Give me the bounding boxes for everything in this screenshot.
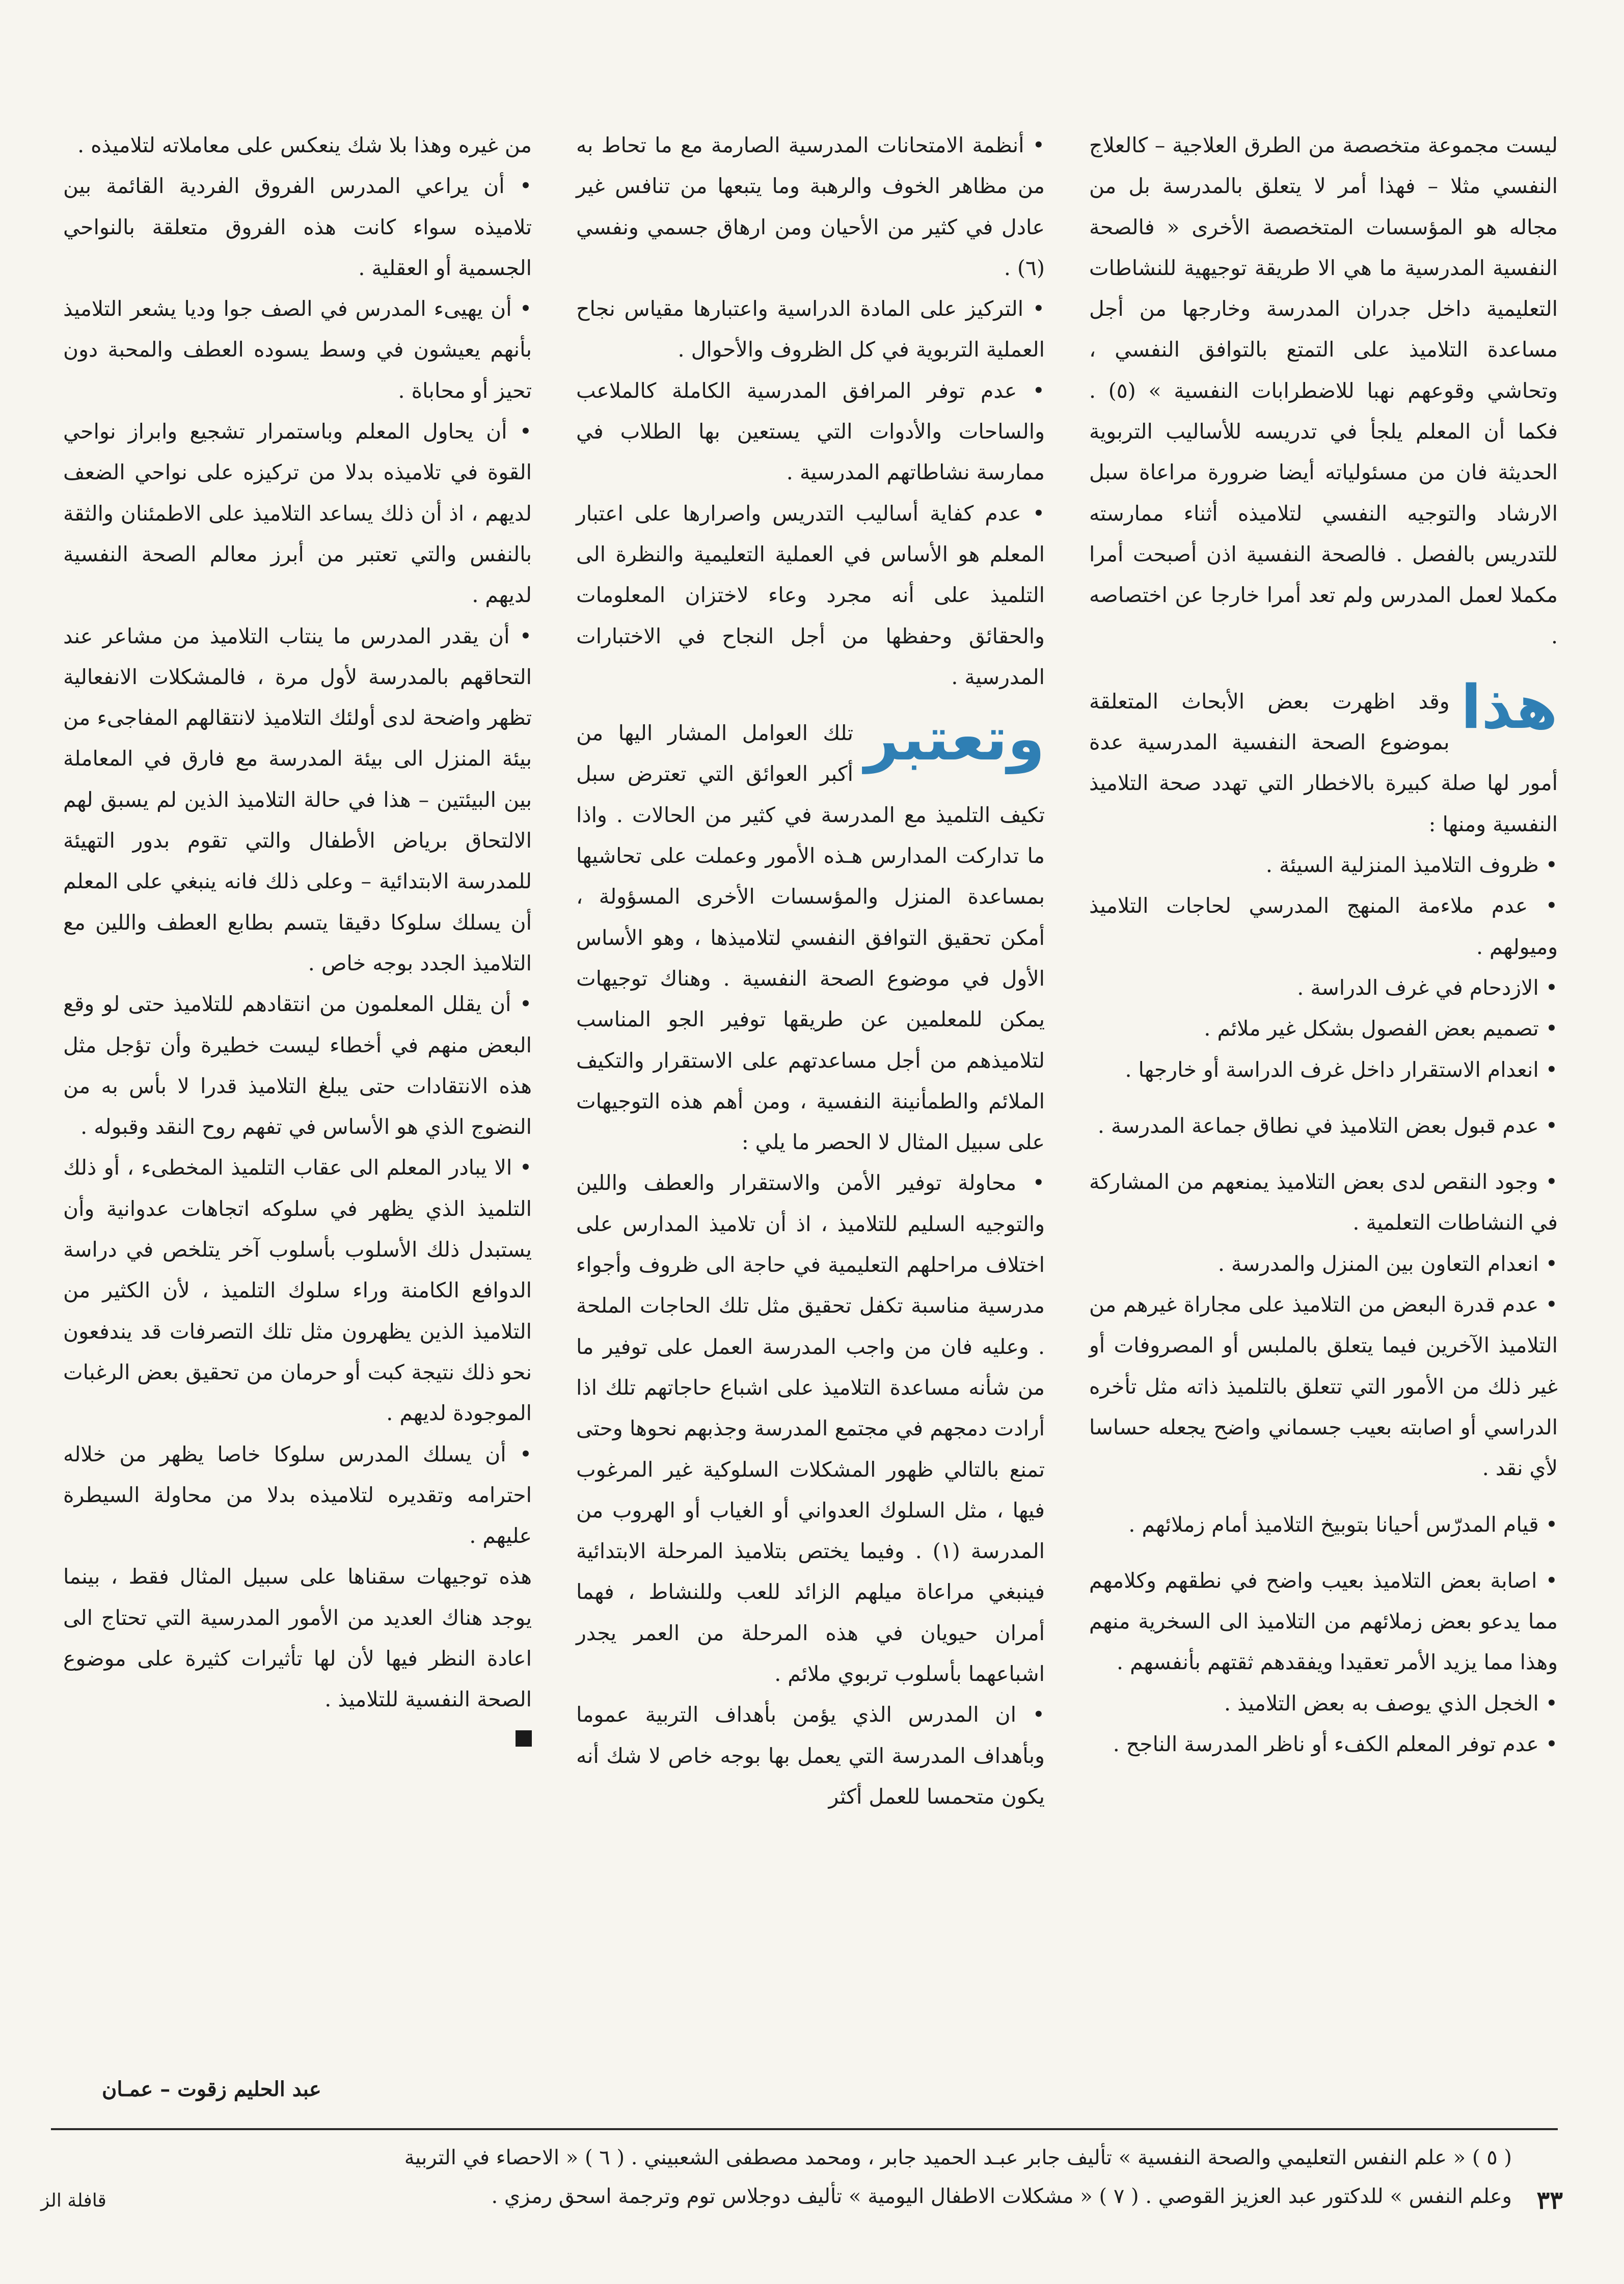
column-left [63,125,532,1747]
dropcap: هذا [1460,671,1558,742]
list-item: • عدم قبول بعض التلاميذ في نطاق جماعة المدرسة . [1097,1113,1558,1138]
paragraph: ليست مجموعة متخصصة من الطرق العلاجية – كالعلاج النفسي مثلا – فهذا أمر لا يتعلق بالمدرسة بل من مجاله هو المؤسسات المتخصصة الأخرى « فالصحة النفسية المدرسية ما هي الا طريقة توجيهية للنشاطات التعليمية داخل جدران المدرسة وخارجها من أجل مساعدة التلاميذ على التمتع بالتوافق النفسي ، وتحاشي وقوعهم نهبا للاضطرابات النفسية » (٥) . فكما أن المعلم يلجأ في تدريسه للأساليب التربوية الحديثة فان من مسئولياته أيضا ضرورة مراعاة سبل الارشاد والتوجيه النفسي لتلاميذه أثناء ممارسته للتدريس بالفصل . فالصحة النفسية اذن أصبحت أمرا مكملا لعمل المدرس ولم تعد أمرا خارجا عن اختصاصه . [1089,133,1558,648]
list-item: • أن يقلل المعلمون من انتقادهم للتلاميذ حتى لو وقع البعض منهم في أخطاء ليست خطيرة وأن تؤجل مثل هذه الانتقادات حتى يبلغ التلاميذ قدرا لا بأس به من النضوج الذي هو الأساس في تفهم روح النقد وقبوله . [63,992,532,1139]
author-signature: عبد الحليم زقوت – عمـان [102,2077,321,2101]
list-item: • عدم ملاءمة المنهج المدرسي لحاجات التلاميذ وميولهم . [1089,893,1558,959]
list-item: • أنظمة الامتحانات المدرسية الصارمة مع ما تحاط به من مظاهر الخوف والرهبة وما يتبعها من تنافس غير عادل في كثير من الأحيان ومن ارهاق جسمي ونفسي (٦) . [576,133,1045,280]
list-item: • عدم قدرة البعض من التلاميذ على مجاراة غيرهم من التلاميذ الآخرين فيما يتعلق بالملبس أو المصروفات أو غير ذلك من الأمور التي تتعلق بالتلميذ ذاته مثل تأخره الدراسي أو اصابته بعيب جسماني واضح يجعله حساسا لأي نقد . [1089,1292,1558,1481]
list-item: • عدم توفر المرافق المدرسية الكاملة كالملاعب والساحات والأدوات التي يستعين بها الطلاب في ممارسة نشاطاتهم المدرسية . [576,378,1045,485]
list-item: • الا يبادر المعلم الى عقاب التلميذ المخطىء ، أو ذلك التلميذ الذي يظهر في سلوكه اتجاهات عدوانية وأن يستبدل ذلك الأسلوب بأسلوب آخر يتلخص في دراسة الدوافع الكامنة وراء سلوك التلميذ ، لأن الكثير من التلاميذ الذين يظهرون مثل تلك التصرفات قد يندفعون نحو ذلك نتيجة كبت أو حرمان من تحقيق بعض الرغبات الموجودة لديهم . [63,1155,532,1426]
running-head: قافلة الز [41,2190,106,2211]
page-number: ٣٣ [1536,2186,1563,2215]
list-item: • عدم كفاية أساليب التدريس واصرارها على اعتبار المعلم هو الأساس في العملية التعليمية والنظرة الى التلميذ على أنه مجرد وعاء لاختزان المعلومات والحقائق وحفظها من أجل النجاح في الاختبارات المدرسية . [576,501,1045,689]
list-item: • الازدحام في غرف الدراسة . [1297,975,1558,1000]
list-item: • أن يراعي المدرس الفروق الفردية القائمة بين تلاميذه سواء كانت هذه الفروق متعلقة بالنواحي الجسمية أو العقلية . [63,174,532,280]
list-item: • اصابة بعض التلاميذ بعيب واضح في نطقهم وكلامهم مما يدعو بعض زملائهم من التلاميذ الى السخرية منهم وهذا مما يزيد الأمر تعقيدا ويفقدهم ثقتهم بأنفسهم . [1089,1568,1558,1675]
list-item: • انعدام الاستقرار داخل غرف الدراسة أو خارجها . [1125,1057,1558,1082]
column-right [1089,125,1558,1764]
paragraph: من غيره وهذا بلا شك ينعكس على معاملاته لتلاميذه . [77,133,532,157]
list-item: • أن يقدر المدرس ما ينتاب التلاميذ من مشاعر عند التحاقهم بالمدرسة لأول مرة ، فالمشكلات الانفعالية تظهر واضحة لدى أولئك التلاميذ لانتقالهم المفاجىء من بيئة المنزل الى بيئة المدرسة مع فارق في المعاملة بين البيئتين – هذا في حالة التلاميذ الذين لم يسبق لهم الالتحاق برياض الأطفال والتي تقوم بدور التهيئة للمدرسة الابتدائية – وعلى ذلك فانه ينبغي على المعلم أن يسلك سلوكا دقيقا يتسم بطابع العطف واللين مع التلاميذ الجدد بوجه خاص . [63,623,532,975]
end-mark [516,1730,532,1747]
list-item: • عدم توفر المعلم الكفء أو ناظر المدرسة الناجح . [1113,1731,1558,1756]
list-item: • أن يسلك المدرس سلوكا خاصا يظهر من خلاله احترامه وتقديره لتلاميذه بدلا من محاولة السيطرة عليهم . [63,1442,532,1548]
list-item: • أن يهيىء المدرس في الصف جوا وديا يشعر التلاميذ بأنهم يعيشون في وسط يسوده العطف والمحبة دون تحيز أو محاباة . [63,296,532,403]
dropcap: وتعتبر [864,703,1045,774]
list-item: • قيام المدرّس أحيانا بتوبيخ التلاميذ أمام زملائهم . [1128,1512,1558,1537]
list-item: • ان المدرس الذي يؤمن بأهداف التربية عموما وبأهداف المدرسة التي يعمل بها بوجه خاص لا شك أنه يكون متحمسا للعمل أكثر [576,1702,1045,1809]
list-item: • ظروف التلاميذ المنزلية السيئة . [1265,853,1558,878]
list-item: • تصميم بعض الفصول بشكل غير ملائم . [1204,1016,1558,1041]
footnote-divider [51,2128,1558,2130]
list-item: • التركيز على المادة الدراسية واعتبارها مقياس نجاح العملية التربوية في كل الظروف والأحوال . [576,296,1045,362]
list-item: • وجود النقص لدى بعض التلاميذ يمنعهم من المشاركة في النشاطات التعلمية . [1089,1170,1558,1235]
column-middle [576,125,1045,1817]
paragraph: هذا وقد اظهرت بعض الأبحاث المتعلقة بموضوع الصحة النفسية المدرسية عدة أمور لها صلة كبيرة بالاخطار التي تهدد صحة التلاميذ النفسية ومنها : [1089,671,1558,836]
footnote-line: وعلم النفس » للدكتور عبد العزيز القوصي . ( ٧ ) « مشكلات الاطفال اليومية » تأليف دوجلاس توم وترجمة اسحق رمزي . [491,2185,1512,2208]
paragraph: وتعتبر تلك العوامل المشار اليها من أكبر العوائق التي تعترض سبل تكيف التلميذ مع المدرسة في كثير من الحالات . واذا ما تداركت المدارس هـذه الأمور وعملت على تحاشيها بمساعدة المنزل والمؤسسات الأخرى المسؤولة ، أمكن تحقيق التوافق النفسي لتلاميذها ، وهو الأساس الأول في موضوع الصحة النفسية . وهناك توجيهات يمكن للمعلمين عن طريقها توفير الجو المناسب لتلاميذهم من أجل مساعدتهم على الاستقرار والتكيف الملائم والطمأنينة النفسية ، ومن أهم هذه التوجيهات على سبيل المثال لا الحصر ما يلي : [576,703,1045,1155]
paragraph: هذه توجيهات سقناها على سبيل المثال فقط ، بينما يوجد هناك العديد من الأمور المدرسية التي تحتاج الى اعادة النظر فيها لأن لها تأثيرات كثيرة على موضوع الصحة النفسية للتلاميذ . [63,1564,532,1712]
list-item: • الخجل الذي يوصف به بعض التلاميذ . [1224,1691,1558,1716]
footnote-line: ( ٥ ) « علم النفس التعليمي والصحة النفسية » تأليف جابر عبـد الحميد جابر ، ومحمد مصطفى الشعبيني . ( ٦ ) « الاحصاء في التربية [404,2146,1512,2169]
list-item: • محاولة توفير الأمن والاستقرار والعطف واللين والتوجيه السليم للتلاميذ ، اذ أن تلاميذ المدارس على اختلاف مراحلهم التعليمية في حاجة الى ظروف وأجواء مدرسية مناسبة تكفل تحقيق مثل تلك الحاجات الملحة . وعليه فان من واجب المدرسة العمل على توفير ما من شأنه مساعدة التلاميذ على اشباع حاجاتهم تلك اذا أرادت دمجهم في مجتمع المدرسة وجذبهم نحوها وحتى تمنع بالتالي ظهور المشكلات السلوكية غير المرغوب فيها ، مثل السلوك العدواني أو الغياب أو الهروب من المدرسة (١) . وفيما يختص بتلاميذ المرحلة الابتدائية فينبغي مراعاة ميلهم الزائد للعب وللنشاط ، فهما أمران حيويان في هذه المرحلة من العمر يجدر اشباعهما بأسلوب تربوي ملائم . [576,1171,1045,1686]
list-item: • أن يحاول المعلم وباستمرار تشجيع وابراز نواحي القوة في تلاميذه بدلا من تركيزه على نواحي الضعف لديهم ، اذ أن ذلك يساعد التلاميذ على الاطمئنان والثقة بالنفس والتي تعتبر من أبرز معالم الصحة النفسية لديهم . [63,419,532,608]
list-item: • انعدام التعاون بين المنزل والمدرسة . [1217,1251,1558,1276]
